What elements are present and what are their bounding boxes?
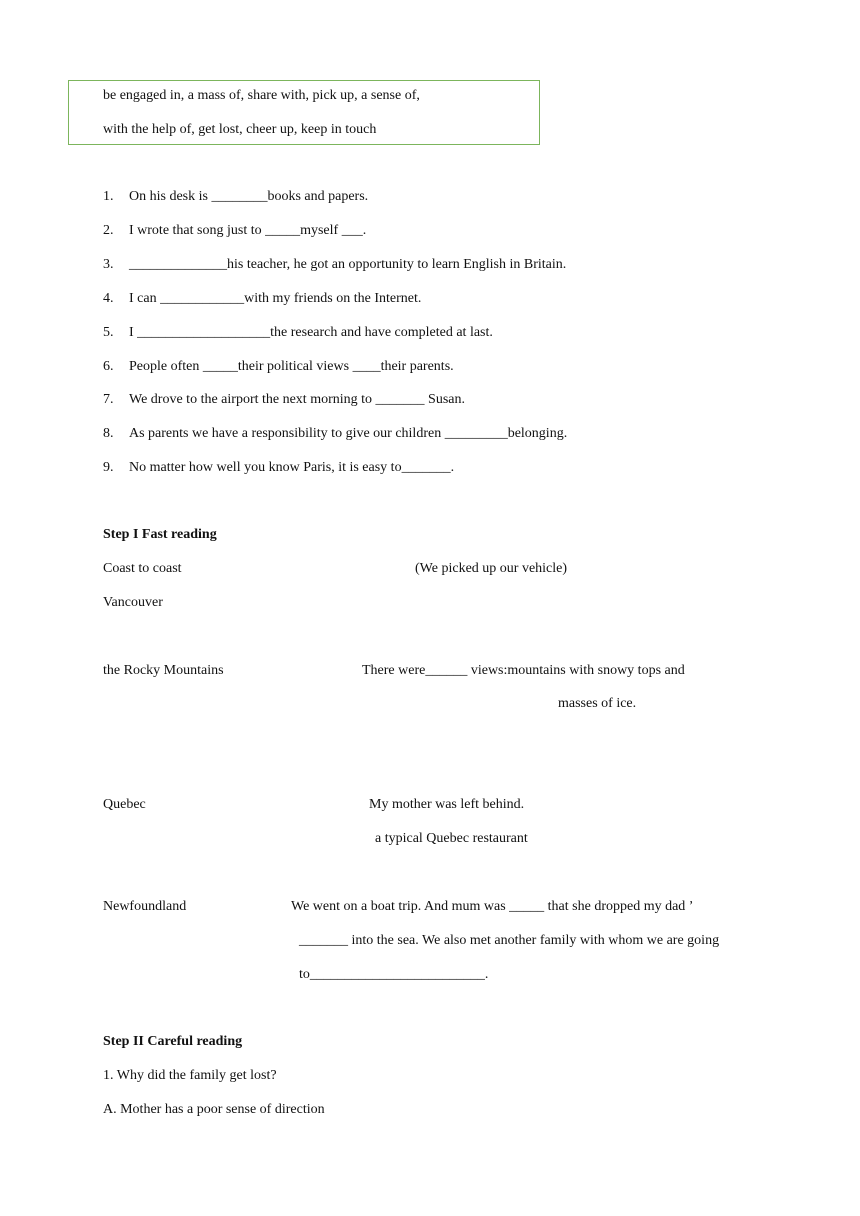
exercise-text: We drove to the airport the next morning to _______ Susan. xyxy=(129,392,465,407)
careful-question-1: 1. Why did the family get lost? xyxy=(103,1068,277,1083)
exercise-text: I wrote that song just to _____myself ___. xyxy=(129,223,367,238)
word-bank-line-1: be engaged in, a mass of, share with, pick up, a sense of, xyxy=(103,88,420,103)
exercise-number: 7. xyxy=(103,392,114,407)
rocky-note-line-2: masses of ice. xyxy=(558,696,637,711)
rocky-label: the Rocky Mountains xyxy=(103,663,224,678)
newfoundland-note-line-3: to_________________________. xyxy=(299,967,489,982)
rocky-note-line-1: There were______ views:mountains with snowy tops and xyxy=(362,663,685,678)
option-a: A. Mother has a poor sense of direction xyxy=(103,1102,325,1117)
exercise-text: As parents we have a responsibility to give our children _________belonging. xyxy=(129,426,568,441)
exercise-text: I can ____________with my friends on the Internet. xyxy=(129,291,422,306)
word-bank-line-2: with the help of, get lost, cheer up, keep in touch xyxy=(103,122,377,137)
quebec-label: Quebec xyxy=(103,797,146,812)
coast-label: Coast to coast xyxy=(103,561,182,576)
exercise-number: 1. xyxy=(103,189,114,204)
exercise-text: On his desk is ________books and papers. xyxy=(129,189,369,204)
newfoundland-label: Newfoundland xyxy=(103,899,187,914)
exercise-number: 8. xyxy=(103,426,114,441)
newfoundland-note-line-1: We went on a boat trip. And mum was _____ that she dropped my dad ’ xyxy=(291,899,694,914)
newfoundland-note-line-2: _______ into the sea. We also met another family with whom we are going xyxy=(299,933,720,948)
exercise-text: ______________his teacher, he got an opportunity to learn English in Britain. xyxy=(129,257,567,272)
vancouver-label: Vancouver xyxy=(103,595,163,610)
step2-heading: Step II Careful reading xyxy=(103,1034,243,1049)
exercise-text: No matter how well you know Paris, it is easy to_______. xyxy=(129,460,455,475)
quebec-note-line-2: a typical Quebec restaurant xyxy=(375,831,528,846)
quebec-note-line-1: My mother was left behind. xyxy=(369,797,525,812)
exercise-number: 5. xyxy=(103,325,114,340)
exercise-number: 9. xyxy=(103,460,114,475)
coast-note: (We picked up our vehicle) xyxy=(415,561,568,576)
exercise-number: 6. xyxy=(103,359,114,374)
exercise-number: 3. xyxy=(103,257,114,272)
step1-heading: Step I Fast reading xyxy=(103,527,217,542)
exercise-number: 2. xyxy=(103,223,114,238)
exercise-text: People often _____their political views ____their parents. xyxy=(129,359,454,374)
exercise-text: I ___________________the research and have completed at last. xyxy=(129,325,493,340)
exercise-number: 4. xyxy=(103,291,114,306)
